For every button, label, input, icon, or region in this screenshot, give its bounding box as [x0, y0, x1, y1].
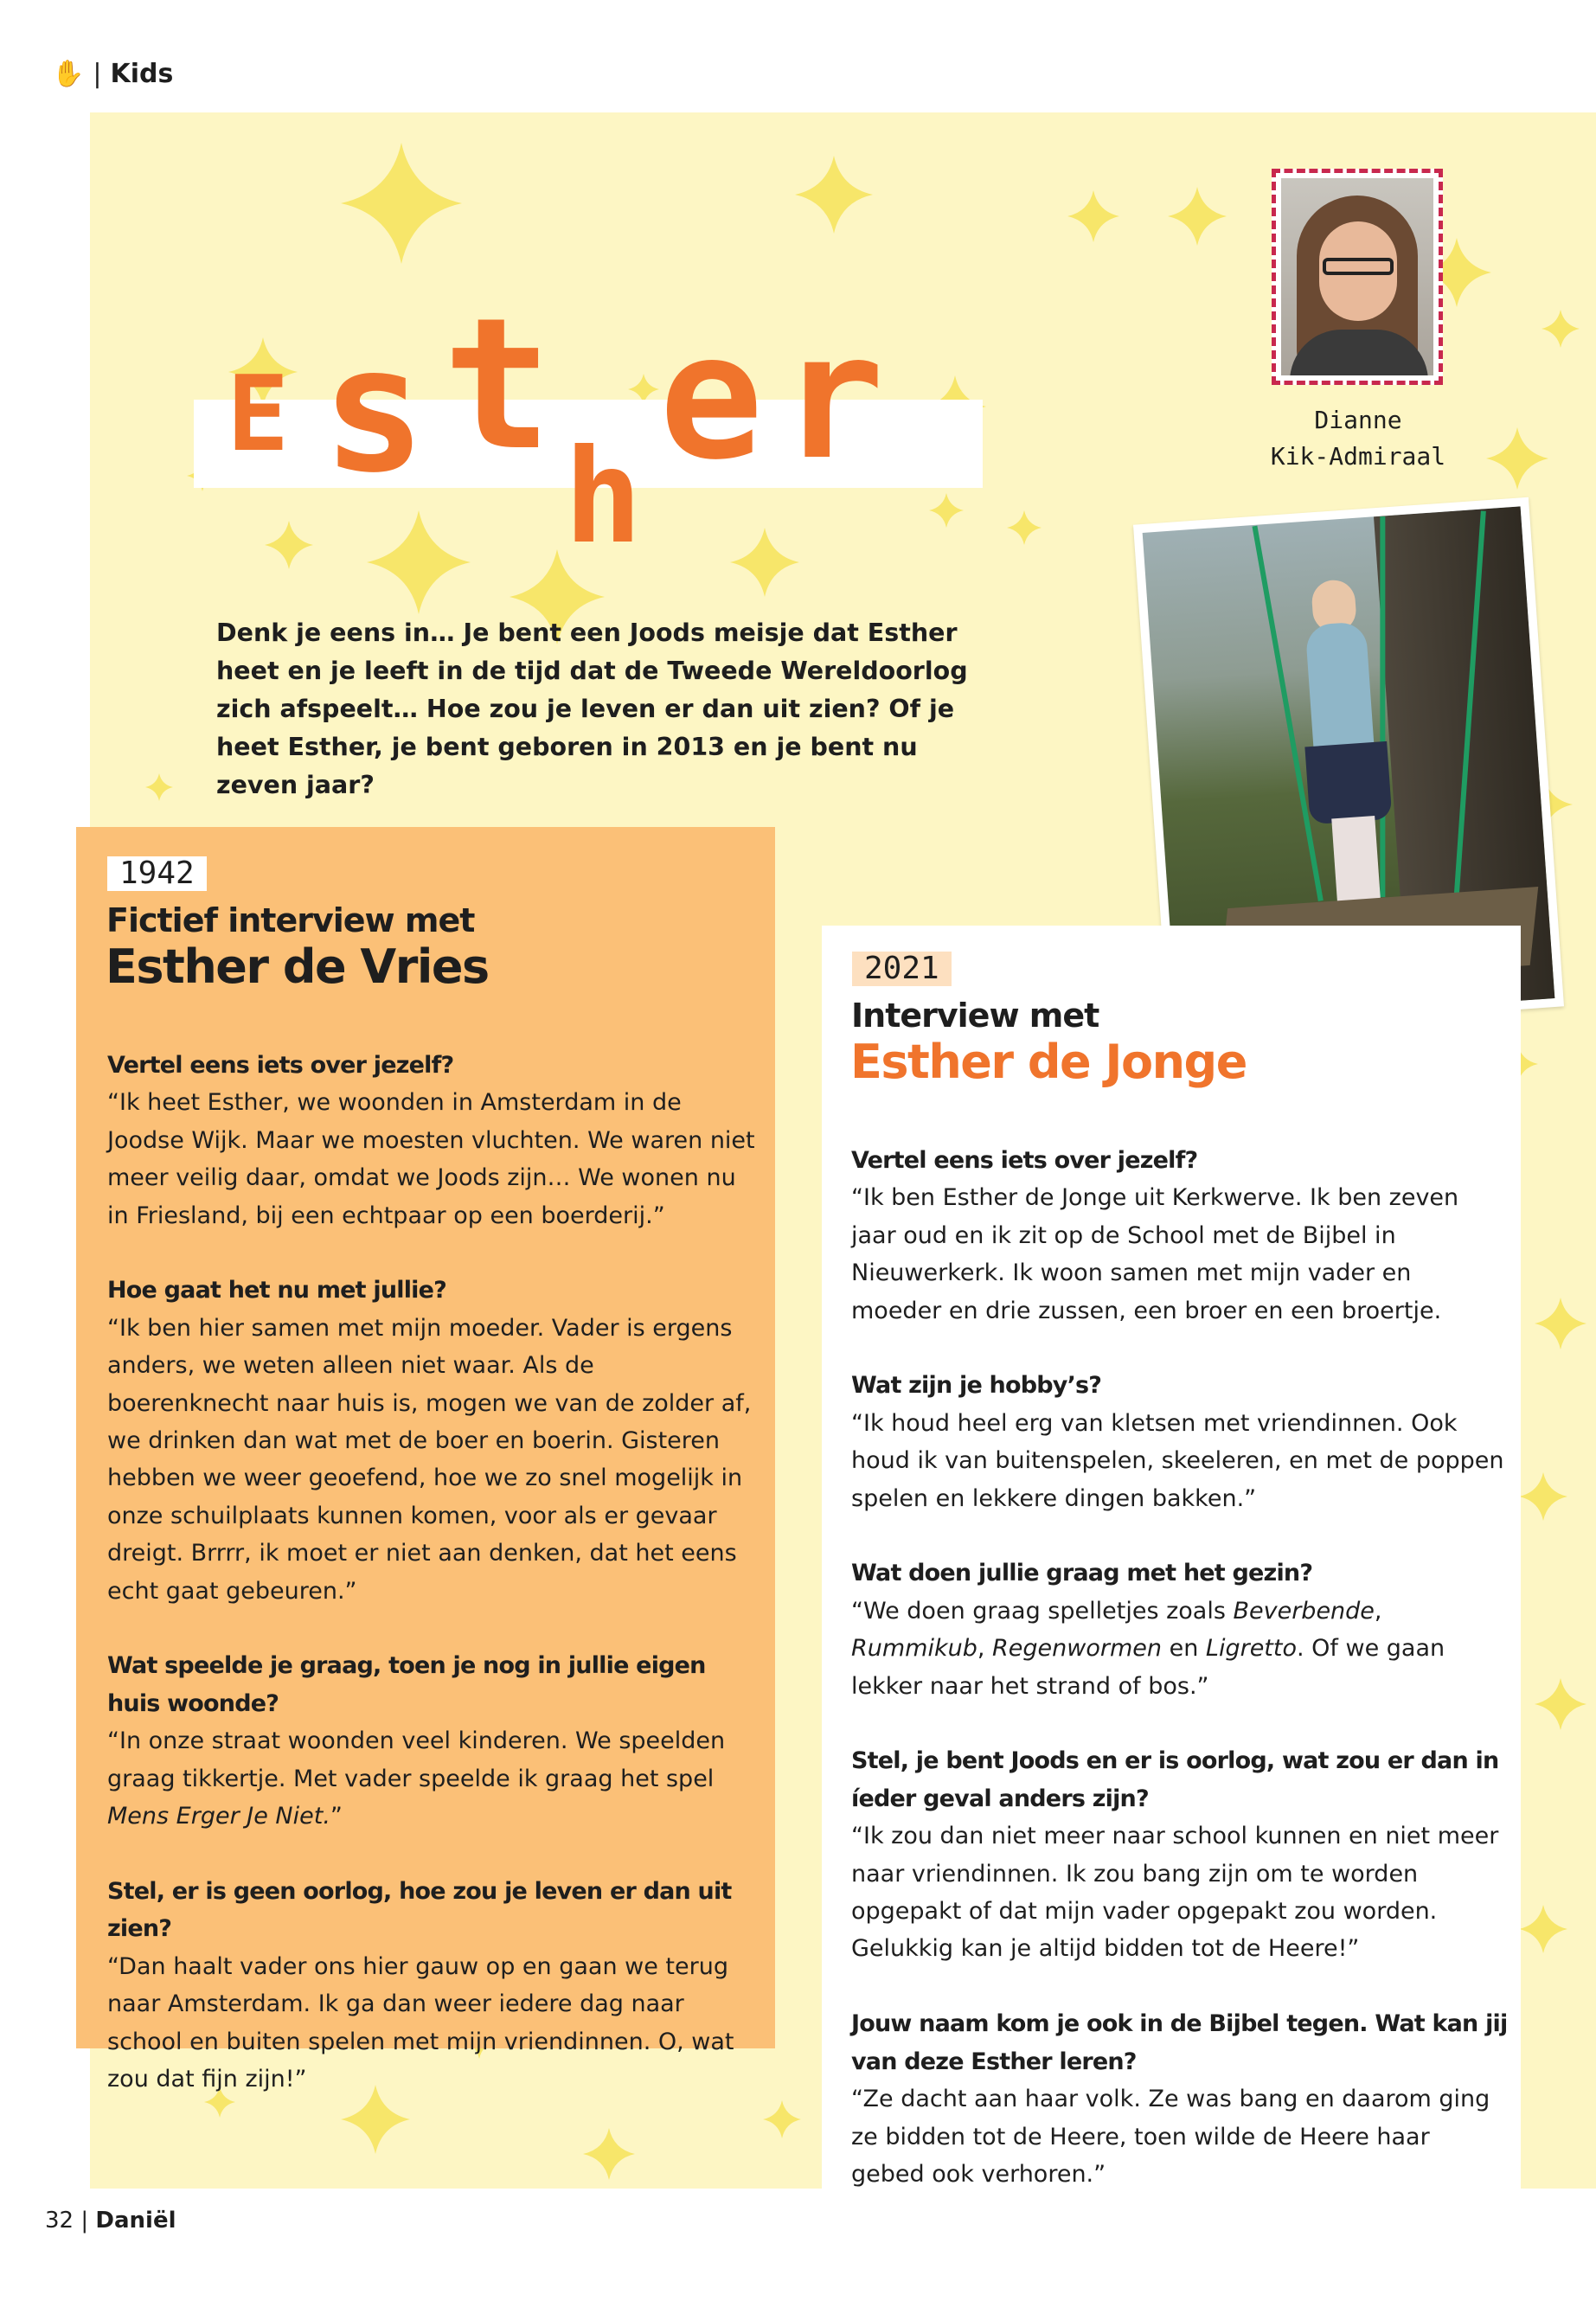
author-photo	[1272, 169, 1443, 385]
title-letter: t	[443, 279, 553, 490]
answer: “We doen graag spelletjes zoals Beverbende, Rummikub, Regenwormen en Ligretto. Of we gaan lekker naar het strand of bos.”	[851, 1597, 1445, 1700]
header-separator: |	[93, 59, 102, 89]
game-title: Mens Erger Je Niet.	[107, 1803, 330, 1830]
magazine-name: Daniël	[95, 2208, 176, 2234]
answer: “Ik ben Esther de Jonge uit Kerkwerve. Ik ben zeven jaar oud en ik zit op de School met de Bijbel in Nieuwerkerk. Ik woon samen met mijn vader en moeder en drie zussen, een broer en een broertje.	[851, 1184, 1459, 1324]
title-letter: E	[227, 355, 290, 475]
question: Hoe gaat het nu met jullie?	[107, 1277, 446, 1304]
answer: “Ik zou dan niet meer naar school kunnen en niet meer naar vriendinnen. Ik zou bang zijn om te worden opgepakt of dat mijn vader opgepakt zou worden. Gelukkig kan je altijd bidden tot de Heere!”	[851, 1823, 1499, 1963]
answer: “Ik ben hier samen met mijn moeder. Vader is ergens anders, we weten alleen niet waar. Als de boerenknecht naar huis is, mogen we van de zolder af, we drinken dan wat met de boer en boerin. Gisteren hebben we weer geoefend, hoe we zo snel mogelijk in onze schuilplaats kunnen komen, voor als er gevaar dreigt. Brrrr, ik moet er niet aan denken, dat het eens echt gaat gebeuren.”	[107, 1314, 752, 1605]
star-icon	[341, 143, 462, 264]
star-icon	[1542, 310, 1580, 348]
title-letter: h	[564, 422, 643, 573]
question: Stel, er is geen oorlog, hoe zou je leven er dan uit zien?	[107, 1877, 732, 1943]
star-icon	[1535, 1678, 1586, 1730]
star-icon	[1168, 187, 1227, 246]
question: Vertel eens iets over jezelf?	[107, 1052, 454, 1079]
hand-icon: ✋	[52, 59, 85, 89]
qa-left	[107, 1047, 756, 2098]
game-title: Beverbende	[1233, 1597, 1375, 1625]
answer: “Dan haalt vader ons hier gauw op en gaan we terug naar Amsterdam. Ik ga dan weer iedere dag naar school en buiten spelen met mijn vriendinnen. O, wat zou dat fijn zijn!”	[107, 1952, 734, 2093]
section-header	[52, 59, 173, 89]
game-title: Ligretto	[1205, 1635, 1297, 1663]
star-icon	[1067, 190, 1119, 242]
qa-right	[851, 1142, 1509, 2193]
question: Wat doen jullie graag met het gezin?	[851, 1560, 1313, 1587]
title-letter: s	[322, 310, 426, 511]
star-icon	[795, 156, 873, 234]
star-icon	[763, 2100, 801, 2138]
star-icon	[1519, 1905, 1567, 1953]
footer-separator: |	[80, 2208, 96, 2234]
page-title	[227, 260, 1005, 573]
star-icon	[1519, 1472, 1567, 1521]
question: Wat zijn je hobby’s?	[851, 1372, 1102, 1400]
game-title: Regenwormen	[992, 1635, 1163, 1663]
question: Stel, je bent Joods en er is oorlog, wat zou er dan in íeder geval anders zijn?	[851, 1747, 1499, 1812]
year-badge-1942: 1942	[107, 856, 207, 891]
title-letter: e	[659, 297, 764, 498]
section-label: Kids	[110, 59, 174, 89]
question: Jouw naam kom je ook in de Bijbel tegen. Wat kan jij van deze Esther leren?	[851, 2010, 1508, 2075]
answer: “Ze dacht aan haar volk. Ze was bang en daarom ging ze bidden tot de Heere, toen wilde de Heere haar gebed ook verhoren.”	[851, 2086, 1490, 2188]
answer: “In onze straat woonden veel kinderen. We speelden graag tikkertje. Met vader speelde ik graag het spel Mens Erger Je Niet.”	[107, 1727, 726, 1830]
answer: “Ik houd heel erg van kletsen met vriendinnen. Ook houd ik van buitenspelen, skeeleren, en met de poppen spelen en lekkere dingen bakken.”	[851, 1409, 1504, 1512]
author-last-name: Kik-Admiraal	[1270, 442, 1446, 471]
page-footer	[45, 2208, 176, 2234]
interview-subtitle-right: Interview met	[851, 997, 1099, 1035]
intro-text: Denk je eens in… Je bent een Joods meisje dat Esther heet en je leeft in de tijd dat de Tweede Wereldoorlog zich afspeelt… Hoe zou je leven er dan uit zien? Of je heet Esther, je bent geboren in 2013 en je bent nu zeven jaar?	[216, 619, 968, 799]
answer: “Ik heet Esther, we woonden in Amsterdam in de Joodse Wijk. Maar we moesten vluchten. We waren niet meer veilig daar, omdat we Joods zijn… We wonen nu in Friesland, bij een echtpaar op een boerderij.”	[107, 1089, 755, 1229]
interview-name-right: Esther de Jonge	[850, 1035, 1247, 1089]
year-badge-2021: 2021	[852, 952, 952, 986]
title-letter: r	[780, 297, 885, 498]
star-icon	[1535, 1298, 1586, 1349]
author-first-name: Dianne	[1314, 406, 1402, 434]
game-title: Rummikub	[851, 1635, 977, 1663]
question: Wat speelde je graag, toen je nog in jullie eigen huis woonde?	[107, 1652, 706, 1717]
interview-subtitle-left: Fictief interview met	[106, 901, 475, 939]
interview-name-left: Esther de Vries	[106, 939, 489, 994]
question: Vertel eens iets over jezelf?	[851, 1147, 1198, 1174]
author-name	[1211, 402, 1505, 475]
star-icon	[1007, 510, 1042, 545]
page-number: 32	[45, 2208, 74, 2234]
star-icon	[145, 773, 173, 801]
star-icon	[583, 2128, 635, 2180]
